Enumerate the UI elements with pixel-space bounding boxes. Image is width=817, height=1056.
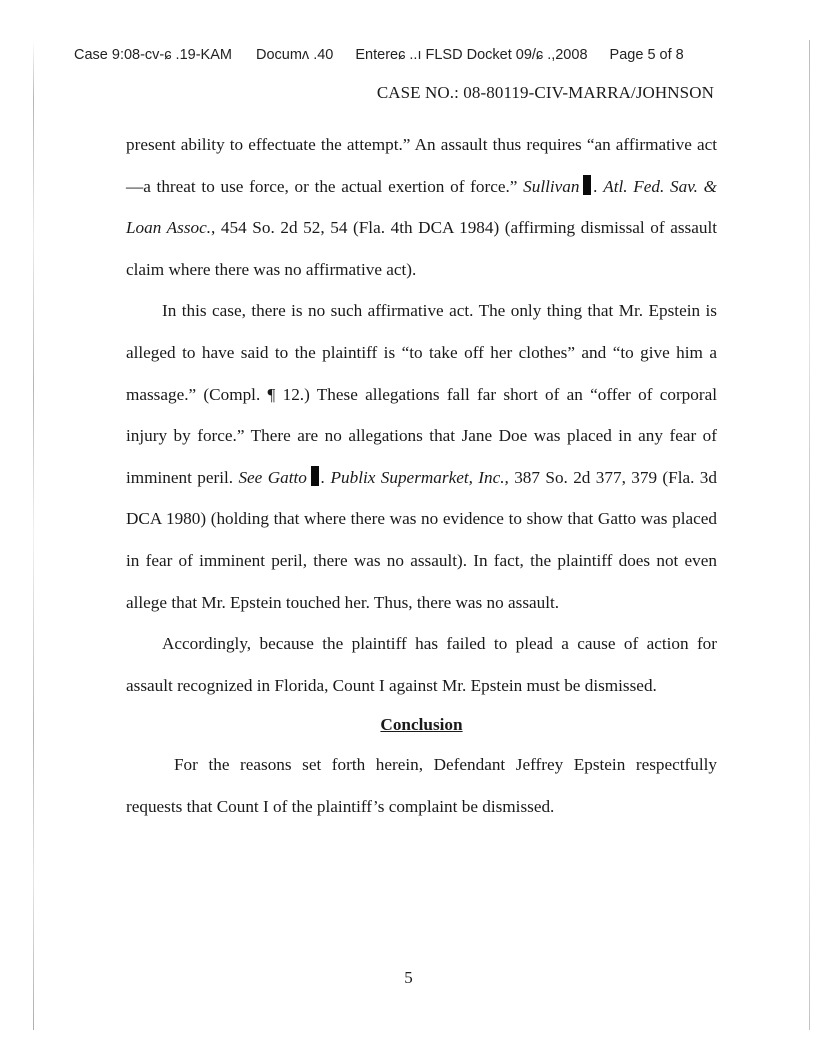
p1-citation-opponent: . Atl. Fed. Sav. & Loan Assoc. (126, 176, 717, 238)
case-number-caption: CASE NO.: 08-80119-CIV-MARRA/JOHNSON (376, 83, 714, 102)
paragraph-no-affirmative-act (126, 290, 717, 623)
page-number: 5 (404, 968, 413, 987)
header-case-number: Case 9:08-cv-ɕ .19-KAM (74, 47, 232, 63)
paragraph-accordingly: Accordingly, because the plaintiff has failed to plead a cause of action for assault recognized in Florida, Count I against Mr. Epstein must be dismissed. (126, 634, 717, 695)
conclusion-heading: Conclusion (380, 715, 463, 735)
paragraph-conclusion: For the reasons set forth herein, Defendant Jeffrey Epstein respectfully requests that Count I of the plaintiff’s complaint be dismissed. (126, 755, 717, 816)
p2-text-a: In this case, there is no such affirmative act. The only thing that Mr. Epstein is alleged to have said to the plaintiff is “to take off her clothes” and “to give him a massage.” (Compl. ¶ 12.) These allegations fall far short of an “offer of corporal injury by force.” There are no allegations that Jane Doe was placed in any fear of imminent peril. (126, 301, 717, 487)
p2-text-d: 387 So. 2d 377, 379 (Fla. 3d DCA 1980) (holding that where there was no evidence to show that Gatto was placed in fear of imminent peril, there was no assault). In fact, the plaintiff does not even allege that Mr. Epstein touched her. Thus, there was no assault. (126, 467, 717, 612)
p1-text-a: present ability to effectuate the attempt.” An assault thus requires “an affirmative act—a threat to use force, or the actual exertion of force.” (126, 135, 717, 196)
court-filing-header (74, 47, 754, 63)
p2-citation-opponent: . Publix Supermarket, Inc., (320, 467, 509, 487)
p1-text-d: , 454 So. 2d 52, 54 (Fla. 4th DCA 1984) (affirming dismissal of assault claim where there was no affirmative act). (126, 218, 717, 279)
p1-citation-party: Sullivan (523, 176, 580, 196)
header-entered-docket: Entereɕ ..ı FLSD Docket 09/ɕ .,2008 (355, 47, 588, 63)
paragraph-assault-definition (126, 124, 717, 290)
header-page-count: Page 5 of 8 (609, 47, 684, 63)
redaction-block (311, 466, 319, 486)
document-body (126, 124, 717, 828)
redaction-block (583, 175, 591, 195)
scan-right-edge (809, 40, 810, 1030)
scan-left-edge (33, 40, 34, 1030)
header-document-number: Documʌ .40 (255, 47, 334, 63)
p2-citation-party: See Gatto (238, 467, 307, 487)
